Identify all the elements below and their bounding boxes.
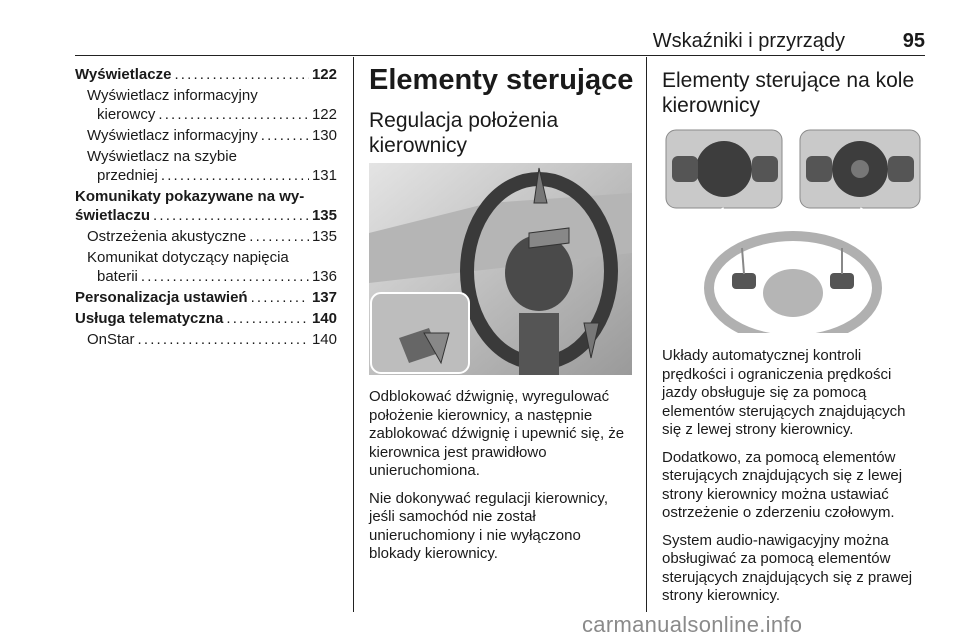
middle-column-headings [369,64,634,158]
middle-column-text [369,388,634,573]
toc-entry-title: OnStar [87,331,135,348]
steering-wheel-controls-figure [662,128,924,333]
toc-leader-dots [261,126,309,145]
toc-entry-title: Usługa telematyczna [75,310,224,327]
toc-entry[interactable] [75,330,337,349]
toc-leader-dots [161,166,309,185]
toc-entry-page: 122 [311,106,337,123]
body-paragraph: Dodatkowo, za pomocą elementów sterujących znajdujących się z lewej strony kierownicy można ustawiać ostrzeżenie o zderzeniu czołowym. [662,448,903,521]
section-heading: Elementy sterujące [369,64,634,96]
toc-entry[interactable] [75,288,337,307]
toc-entry-page: 137 [311,289,337,306]
toc-entry-page: 131 [311,167,337,184]
toc-entry-page: 135 [311,228,337,245]
toc-entry-page: 130 [311,127,337,144]
toc-entry-page: 136 [311,268,337,285]
toc-leader-dots [141,267,309,286]
steering-wheel-illustration [369,163,632,375]
subsection-heading-steering-adjust: Regulacja położenia kierownicy [369,109,559,157]
toc-leader-dots [249,227,309,246]
toc-entry-page: 135 [311,207,337,224]
subsection-heading-wheel-controls: Elementy sterujące na kole kierownicy [662,69,915,117]
watermark: carmanualsonline.info [582,612,803,637]
body-paragraph: Nie dokonywać regulacji kierownicy, jeśli samochód nie został unieruchomiony i nie wyłączono blokady kierownicy. [369,489,608,562]
toc-entry[interactable] [75,86,337,124]
header-rule [75,55,925,56]
toc-entry[interactable] [75,65,337,84]
body-paragraph: Układy automatycznej kontroli prędkości i ograniczenia prędkości jazdy obsługuje się za pomocą elementów sterujących znajdujących się z lewej strony kierownicy. [662,347,906,438]
toc-leader-dots [226,309,309,328]
body-paragraph: System audio-nawigacyjny można obsługiwać za pomocą elementów sterujących znajdujących się z prawej strony kierownicy. [662,531,913,604]
toc-entry-title: Komunikat dotyczący napięcia [87,249,289,266]
wheel-controls-illustration [662,128,924,333]
toc-entry-title: świetlaczu [75,207,151,224]
toc-leader-dots [138,330,309,349]
toc-entry-page: 140 [311,331,337,348]
toc-entry[interactable] [75,248,337,286]
right-column-text [662,347,927,615]
page-header [75,30,925,52]
toc-entry-title: Wyświetlacz na szybie [87,148,237,165]
page-number: 95 [902,30,925,52]
toc-entry-page: 140 [311,310,337,327]
toc-entry-title: Wyświetlacz informacyjny [87,127,258,144]
toc-entry[interactable] [75,126,337,145]
toc-entry-title: Komunikaty pokazywane na wy- [75,188,305,205]
toc-entry[interactable] [75,227,337,246]
body-paragraph: Odblokować dźwignię, wyregulować położenie kierownicy, a następnie zablokować dźwignię i upewnić się, że kierownica jest prawidłowo unieruchomiona. [369,388,625,479]
toc-leader-dots [153,206,309,225]
toc-entry-title: baterii [97,268,138,285]
toc-entry[interactable] [75,309,337,328]
toc-entry-page: 122 [311,66,337,83]
toc-entry-title: przedniej [97,167,158,184]
toc-entry-title: Wyświetlacze [75,66,172,83]
toc-leader-dots [158,105,309,124]
right-column-heading [662,68,924,118]
table-of-contents [75,65,337,351]
toc-entry[interactable] [75,147,337,185]
toc-entry-title: Wyświetlacz informacyjny [87,87,258,104]
toc-entry-title: Personalizacja ustawień [75,289,248,306]
steering-adjustment-figure [369,163,632,375]
header-title: Wskaźniki i przyrządy [652,30,845,52]
toc-entry-title: kierowcy [97,106,156,123]
toc-entry[interactable] [75,187,337,225]
column-divider-right [646,57,647,612]
toc-leader-dots [174,65,309,84]
toc-leader-dots [251,288,309,307]
column-divider-left [353,57,354,612]
toc-entry-title: Ostrzeżenia akustyczne [87,228,247,245]
